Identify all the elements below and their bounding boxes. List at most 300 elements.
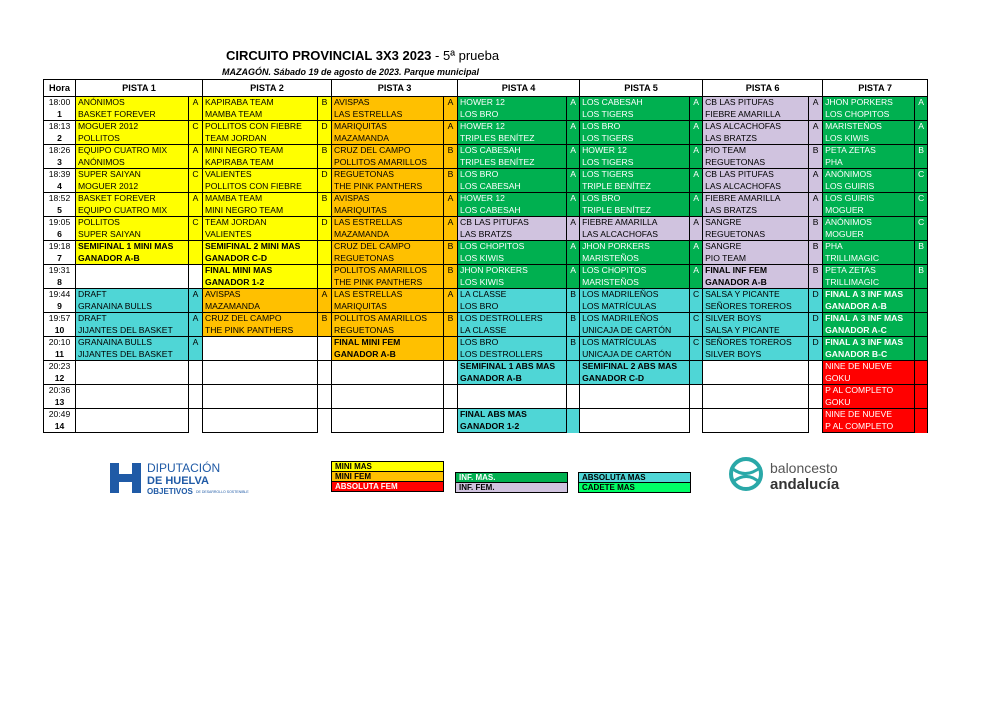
- time-cell: 19:18: [44, 241, 76, 253]
- group-cell: A: [690, 193, 703, 217]
- group-cell: B: [809, 217, 823, 241]
- team-2-cell: THE PINK PANTHERS: [332, 277, 444, 289]
- team-1-cell: FINAL A 3 INF MAS: [823, 313, 915, 325]
- col-header-pista-1: PISTA 1: [76, 80, 203, 97]
- schedule-row-top: [44, 121, 928, 133]
- schedule-row-top: [44, 241, 928, 253]
- team-2-cell: POLLITOS CON FIEBRE: [203, 181, 318, 193]
- team-1-cell: LOS CABESAH: [580, 97, 690, 109]
- team-2-cell: LA CLASSE: [458, 325, 567, 337]
- time-cell: 20:10: [44, 337, 76, 349]
- team-2-cell: LAS ALCACHOFAS: [703, 181, 809, 193]
- team-1-cell: [76, 385, 189, 397]
- team-2-cell: GANADOR A-B: [76, 253, 189, 265]
- group-cell: C: [690, 337, 703, 361]
- group-cell: A: [690, 169, 703, 193]
- group-cell: A: [318, 289, 332, 313]
- group-cell: [318, 241, 332, 265]
- team-1-cell: LAS ESTRELLAS: [332, 289, 444, 301]
- logo-text-3: OBJETIVOS: [147, 487, 193, 496]
- group-cell: A: [567, 265, 580, 289]
- team-2-cell: ANÓNIMOS: [76, 157, 189, 169]
- group-cell: [690, 361, 703, 385]
- group-cell: B: [318, 145, 332, 169]
- team-1-cell: FINAL A 3 INF MAS: [823, 289, 915, 301]
- team-2-cell: KAPIRABA TEAM: [203, 157, 318, 169]
- group-cell: [915, 313, 928, 337]
- team-2-cell: MARISTEÑOS: [580, 277, 690, 289]
- team-2-cell: TRILLIMAGIC: [823, 277, 915, 289]
- team-1-cell: GRANAINA BULLS: [76, 337, 189, 349]
- group-cell: C: [915, 193, 928, 217]
- group-cell: [809, 409, 823, 433]
- team-2-cell: TRIPLE BENÍTEZ: [580, 205, 690, 217]
- group-cell: A: [809, 121, 823, 145]
- team-2-cell: [76, 373, 189, 385]
- match-number-cell: 9: [44, 301, 76, 313]
- team-1-cell: [332, 409, 444, 421]
- team-2-cell: LOS CHOPITOS: [823, 109, 915, 121]
- group-cell: [318, 361, 332, 385]
- logo-text-1: DIPUTACIÓN: [147, 461, 221, 475]
- logo-text-4: DE DESARROLLO SOSTENIBLE: [196, 490, 249, 494]
- team-1-cell: LOS CHOPITOS: [458, 241, 567, 253]
- team-1-cell: CRUZ DEL CAMPO: [203, 313, 318, 325]
- schedule-row-top: [44, 145, 928, 157]
- group-cell: A: [444, 193, 458, 217]
- team-1-cell: HOWER 12: [458, 193, 567, 205]
- team-2-cell: LOS DESTROLLERS: [458, 349, 567, 361]
- match-number-cell: 10: [44, 325, 76, 337]
- time-cell: 18:26: [44, 145, 76, 157]
- group-cell: C: [189, 217, 203, 241]
- team-2-cell: [76, 421, 189, 433]
- group-cell: [915, 361, 928, 385]
- team-2-cell: LOS TIGERS: [580, 157, 690, 169]
- team-2-cell: MARISTEÑOS: [580, 253, 690, 265]
- match-number-cell: 14: [44, 421, 76, 433]
- team-2-cell: POLLITOS AMARILLOS: [332, 157, 444, 169]
- group-cell: B: [444, 169, 458, 193]
- schedule-row-bottom: [44, 301, 928, 313]
- team-1-cell: [76, 265, 189, 277]
- team-2-cell: MAZAMANDA: [332, 133, 444, 145]
- group-cell: A: [809, 97, 823, 121]
- schedule-row-bottom: [44, 373, 928, 385]
- team-1-cell: LOS MATRÍCULAS: [580, 337, 690, 349]
- team-1-cell: SEMIFINAL 2 MINI MAS: [203, 241, 318, 253]
- match-number-cell: 2: [44, 133, 76, 145]
- team-1-cell: LOS BRO: [458, 169, 567, 181]
- team-2-cell: LAS BRATZS: [703, 133, 809, 145]
- team-2-cell: LAS BRATZS: [458, 229, 567, 241]
- group-cell: A: [567, 241, 580, 265]
- match-number-cell: 11: [44, 349, 76, 361]
- team-1-cell: FIEBRE AMARILLA: [580, 217, 690, 229]
- match-number-cell: 5: [44, 205, 76, 217]
- team-2-cell: THE PINK PANTHERS: [203, 325, 318, 337]
- group-cell: B: [444, 313, 458, 337]
- group-cell: [444, 385, 458, 409]
- group-cell: [809, 361, 823, 385]
- match-number-cell: 1: [44, 109, 76, 121]
- schedule-row-bottom: [44, 277, 928, 289]
- group-cell: [189, 265, 203, 289]
- legend-col-1: [331, 461, 444, 492]
- team-1-cell: SANGRE: [703, 241, 809, 253]
- time-cell: 19:31: [44, 265, 76, 277]
- group-cell: [189, 409, 203, 433]
- team-2-cell: [203, 397, 318, 409]
- logo-text-2: DE HUELVA: [147, 475, 209, 487]
- title-suffix: - 5ª prueba: [431, 48, 500, 63]
- team-1-cell: CB LAS PITUFAS: [703, 97, 809, 109]
- team-1-cell: FIEBRE AMARILLA: [703, 193, 809, 205]
- match-number-cell: 7: [44, 253, 76, 265]
- team-2-cell: PIO TEAM: [703, 253, 809, 265]
- group-cell: D: [318, 169, 332, 193]
- group-cell: A: [189, 289, 203, 313]
- group-cell: C: [189, 121, 203, 145]
- team-2-cell: JIJANTES DEL BASKET: [76, 325, 189, 337]
- team-2-cell: LOS KIWIS: [458, 277, 567, 289]
- team-1-cell: P AL COMPLETO: [823, 385, 915, 397]
- team-1-cell: [203, 337, 318, 349]
- team-1-cell: [703, 385, 809, 397]
- team-2-cell: MARIQUITAS: [332, 301, 444, 313]
- group-cell: D: [318, 217, 332, 241]
- group-cell: B: [809, 265, 823, 289]
- team-2-cell: LAS BRATZS: [703, 205, 809, 217]
- team-2-cell: GANADOR A-B: [458, 373, 567, 385]
- team-2-cell: [332, 421, 444, 433]
- legend-mini-mas: MINI MAS: [332, 462, 444, 472]
- time-cell: 18:00: [44, 97, 76, 109]
- team-2-cell: MARIQUITAS: [332, 205, 444, 217]
- time-cell: 20:36: [44, 385, 76, 397]
- team-1-cell: FINAL ABS MAS: [458, 409, 567, 421]
- group-cell: A: [189, 97, 203, 121]
- schedule-row-bottom: [44, 325, 928, 337]
- group-cell: A: [189, 313, 203, 337]
- team-2-cell: [332, 397, 444, 409]
- group-cell: B: [567, 313, 580, 337]
- group-cell: C: [915, 169, 928, 193]
- team-2-cell: GANADOR A-B: [823, 301, 915, 313]
- time-cell: 18:13: [44, 121, 76, 133]
- group-cell: B: [567, 337, 580, 361]
- match-number-cell: 6: [44, 229, 76, 241]
- schedule-row-bottom: [44, 421, 928, 433]
- team-1-cell: FINAL A 3 INF MAS: [823, 337, 915, 349]
- team-1-cell: FINAL INF FEM: [703, 265, 809, 277]
- team-2-cell: LOS KIWIS: [823, 133, 915, 145]
- schedule-row-top: [44, 289, 928, 301]
- team-2-cell: [703, 373, 809, 385]
- time-cell: 19:57: [44, 313, 76, 325]
- team-1-cell: DRAFT: [76, 289, 189, 301]
- team-1-cell: LOS TIGERS: [580, 169, 690, 181]
- legend-cadete-mas: CADETE MAS: [579, 483, 691, 493]
- team-2-cell: [76, 277, 189, 289]
- team-2-cell: TRILLIMAGIC: [823, 253, 915, 265]
- team-2-cell: LOS TIGERS: [580, 109, 690, 121]
- schedule-row-bottom: [44, 229, 928, 241]
- team-1-cell: JHON PORKERS: [458, 265, 567, 277]
- team-1-cell: SILVER BOYS: [703, 313, 809, 325]
- team-2-cell: GANADOR A-B: [703, 277, 809, 289]
- group-cell: A: [690, 121, 703, 145]
- group-cell: A: [567, 121, 580, 145]
- group-cell: A: [690, 265, 703, 289]
- group-cell: [189, 385, 203, 409]
- team-1-cell: KAPIRABA TEAM: [203, 97, 318, 109]
- team-1-cell: FINAL MINI MAS: [203, 265, 318, 277]
- match-number-cell: 13: [44, 397, 76, 409]
- team-1-cell: ANÓNIMOS: [823, 217, 915, 229]
- legend-col-3: [578, 472, 691, 493]
- group-cell: A: [444, 289, 458, 313]
- team-1-cell: ANÓNIMOS: [823, 169, 915, 181]
- team-1-cell: LOS CABESAH: [458, 145, 567, 157]
- schedule-row-bottom: [44, 349, 928, 361]
- group-cell: A: [915, 121, 928, 145]
- team-2-cell: [703, 421, 809, 433]
- group-cell: A: [444, 217, 458, 241]
- group-cell: A: [809, 169, 823, 193]
- team-1-cell: [580, 385, 690, 397]
- team-1-cell: POLLITOS: [76, 217, 189, 229]
- group-cell: C: [915, 217, 928, 241]
- group-cell: A: [567, 169, 580, 193]
- group-cell: A: [567, 217, 580, 241]
- team-2-cell: GOKU: [823, 397, 915, 409]
- team-2-cell: SEÑORES TOREROS: [703, 301, 809, 313]
- team-1-cell: NINE DE NUEVE: [823, 361, 915, 373]
- group-cell: C: [690, 313, 703, 337]
- schedule-row-top: [44, 265, 928, 277]
- team-2-cell: SUPER SAIYAN: [76, 229, 189, 241]
- group-cell: C: [189, 169, 203, 193]
- legend-absoluta-mas: ABSOLUTA MAS: [579, 473, 691, 483]
- col-header-pista-7: PISTA 7: [823, 80, 928, 97]
- team-2-cell: MOGUER: [823, 229, 915, 241]
- group-cell: A: [567, 145, 580, 169]
- logo-ball-curve-1: [733, 467, 761, 474]
- team-1-cell: BASKET FOREVER: [76, 193, 189, 205]
- col-header-pista-4: PISTA 4: [458, 80, 580, 97]
- group-cell: [567, 409, 580, 433]
- group-cell: A: [567, 193, 580, 217]
- team-2-cell: LAS ESTRELLAS: [332, 109, 444, 121]
- team-1-cell: CRUZ DEL CAMPO: [332, 241, 444, 253]
- group-cell: [567, 385, 580, 409]
- team-1-cell: REGUETONAS: [332, 169, 444, 181]
- team-2-cell: LOS BRO: [458, 301, 567, 313]
- legend-absoluta-fem: ABSOLUTA FEM: [332, 482, 444, 492]
- team-2-cell: FIEBRE AMARILLA: [703, 109, 809, 121]
- team-2-cell: P AL COMPLETO: [823, 421, 915, 433]
- team-1-cell: [703, 361, 809, 373]
- team-1-cell: CB LAS PITUFAS: [703, 169, 809, 181]
- col-header-pista-6: PISTA 6: [703, 80, 823, 97]
- team-2-cell: UNICAJA DE CARTÓN: [580, 325, 690, 337]
- team-1-cell: MINI NEGRO TEAM: [203, 145, 318, 157]
- team-1-cell: DRAFT: [76, 313, 189, 325]
- team-1-cell: [76, 409, 189, 421]
- team-2-cell: GANADOR 1-2: [203, 277, 318, 289]
- team-1-cell: CRUZ DEL CAMPO: [332, 145, 444, 157]
- team-2-cell: VALIENTES: [203, 229, 318, 241]
- match-number-cell: 12: [44, 373, 76, 385]
- team-2-cell: REGUETONAS: [332, 325, 444, 337]
- group-cell: A: [567, 97, 580, 121]
- group-cell: B: [567, 289, 580, 313]
- group-cell: B: [809, 241, 823, 265]
- team-2-cell: GANADOR C-D: [203, 253, 318, 265]
- group-cell: [189, 241, 203, 265]
- team-2-cell: GRANAINA BULLS: [76, 301, 189, 313]
- header-row: [44, 80, 928, 97]
- group-cell: A: [444, 121, 458, 145]
- schedule-row-top: [44, 97, 928, 109]
- group-cell: A: [690, 241, 703, 265]
- group-cell: [915, 337, 928, 361]
- group-cell: A: [189, 145, 203, 169]
- time-cell: 19:44: [44, 289, 76, 301]
- diputacion-huelva-logo: [110, 459, 260, 497]
- time-cell: 19:05: [44, 217, 76, 229]
- team-1-cell: MOGUER 2012: [76, 121, 189, 133]
- team-1-cell: [332, 361, 444, 373]
- team-2-cell: GANADOR A-C: [823, 325, 915, 337]
- col-header-pista-5: PISTA 5: [580, 80, 703, 97]
- team-2-cell: [76, 397, 189, 409]
- team-1-cell: [203, 361, 318, 373]
- team-1-cell: LOS BRO: [458, 337, 567, 349]
- group-cell: D: [318, 121, 332, 145]
- team-1-cell: [203, 409, 318, 421]
- schedule-row-top: [44, 313, 928, 325]
- team-2-cell: LOS CABESAH: [458, 181, 567, 193]
- group-cell: [690, 385, 703, 409]
- match-number-cell: 8: [44, 277, 76, 289]
- team-2-cell: EQUIPO CUATRO MIX: [76, 205, 189, 217]
- team-1-cell: JHON PORKERS: [580, 241, 690, 253]
- schedule-table: [43, 79, 928, 433]
- group-cell: B: [444, 145, 458, 169]
- team-1-cell: LOS MADRILEÑOS: [580, 289, 690, 301]
- legend-inf-fem: INF. FEM.: [456, 483, 568, 493]
- col-header-pista-3: PISTA 3: [332, 80, 458, 97]
- group-cell: A: [915, 97, 928, 121]
- team-1-cell: VALIENTES: [203, 169, 318, 181]
- schedule-row-top: [44, 409, 928, 421]
- group-cell: B: [444, 241, 458, 265]
- time-cell: 18:39: [44, 169, 76, 181]
- schedule-body: [44, 97, 928, 433]
- group-cell: D: [809, 289, 823, 313]
- schedule-row-top: [44, 337, 928, 349]
- group-cell: B: [915, 241, 928, 265]
- team-2-cell: MAZAMANDA: [332, 229, 444, 241]
- match-number-cell: 4: [44, 181, 76, 193]
- group-cell: [318, 385, 332, 409]
- team-1-cell: HOWER 12: [458, 121, 567, 133]
- team-2-cell: LOS GUIRIS: [823, 181, 915, 193]
- team-1-cell: LOS MADRILEÑOS: [580, 313, 690, 325]
- group-cell: A: [444, 97, 458, 121]
- logo-right-text-2: andalucía: [770, 476, 840, 493]
- group-cell: [189, 361, 203, 385]
- team-1-cell: [580, 409, 690, 421]
- group-cell: [318, 409, 332, 433]
- team-2-cell: [580, 421, 690, 433]
- team-1-cell: MAMBA TEAM: [203, 193, 318, 205]
- team-2-cell: [203, 421, 318, 433]
- team-1-cell: HOWER 12: [458, 97, 567, 109]
- team-2-cell: GANADOR B-C: [823, 349, 915, 361]
- team-1-cell: SEMIFINAL 2 ABS MAS: [580, 361, 690, 373]
- team-2-cell: REGUETONAS: [703, 229, 809, 241]
- team-1-cell: CB LAS PITUFAS: [458, 217, 567, 229]
- team-2-cell: JIJANTES DEL BASKET: [76, 349, 189, 361]
- team-2-cell: LOS TIGERS: [580, 133, 690, 145]
- group-cell: [690, 409, 703, 433]
- team-1-cell: PETA ZETAS: [823, 265, 915, 277]
- group-cell: B: [318, 313, 332, 337]
- match-number-cell: 3: [44, 157, 76, 169]
- team-2-cell: LOS KIWIS: [458, 253, 567, 265]
- team-1-cell: MARISTEÑOS: [823, 121, 915, 133]
- team-2-cell: PHA: [823, 157, 915, 169]
- col-header-hora: Hora: [44, 80, 76, 97]
- group-cell: A: [189, 193, 203, 217]
- schedule-row-top: [44, 361, 928, 373]
- schedule-row-top: [44, 169, 928, 181]
- legend-mini-fem: MINI FEM: [332, 472, 444, 482]
- team-1-cell: POLLITOS AMARILLOS: [332, 313, 444, 325]
- team-2-cell: BASKET FOREVER: [76, 109, 189, 121]
- team-1-cell: [458, 385, 567, 397]
- logo-right-text-1: baloncesto: [770, 460, 838, 476]
- team-1-cell: [203, 385, 318, 397]
- group-cell: [915, 289, 928, 313]
- team-1-cell: LAS ALCACHOFAS: [703, 121, 809, 133]
- group-cell: A: [809, 193, 823, 217]
- team-1-cell: LOS BRO: [580, 193, 690, 205]
- group-cell: D: [809, 337, 823, 361]
- time-cell: 18:52: [44, 193, 76, 205]
- time-cell: 20:49: [44, 409, 76, 421]
- group-cell: D: [809, 313, 823, 337]
- team-1-cell: LOS GUIRIS: [823, 193, 915, 205]
- team-2-cell: [203, 349, 318, 361]
- team-1-cell: LAS ESTRELLAS: [332, 217, 444, 229]
- logo-h-crossbar: [110, 474, 141, 482]
- page-subtitle: MAZAGÓN. Sábado 19 de agosto de 2023. Parque municipal: [222, 67, 480, 77]
- team-1-cell: PHA: [823, 241, 915, 253]
- group-cell: [567, 361, 580, 385]
- schedule-row-bottom: [44, 157, 928, 169]
- baloncesto-andalucia-logo: [728, 455, 888, 495]
- team-2-cell: GANADOR 1-2: [458, 421, 567, 433]
- group-cell: [444, 337, 458, 361]
- team-1-cell: SANGRE: [703, 217, 809, 229]
- team-1-cell: LA CLASSE: [458, 289, 567, 301]
- group-cell: B: [318, 97, 332, 121]
- team-2-cell: [203, 373, 318, 385]
